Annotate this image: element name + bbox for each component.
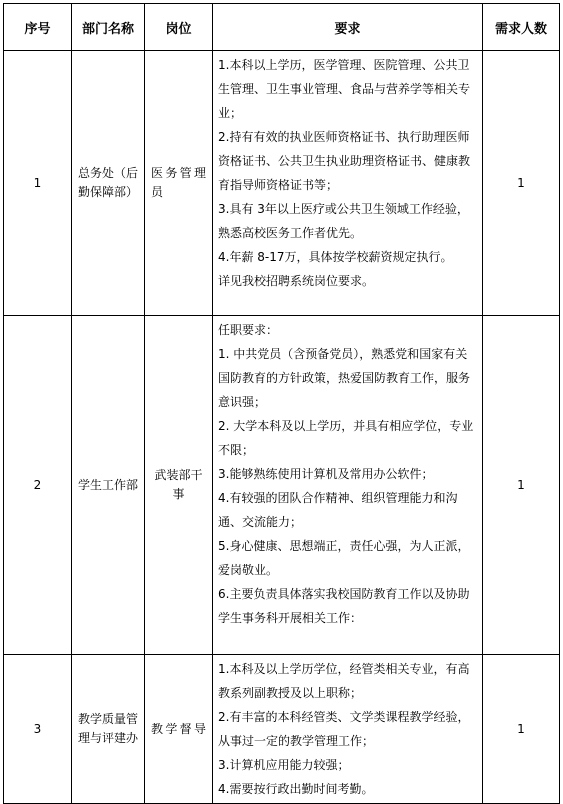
requirement-line: 4.需要按行政出勤时间考勤。	[218, 782, 374, 796]
requirement-line: 3.能够熟练使用计算机及常用办公软件；	[218, 467, 434, 481]
requirement-line: 1. 中共党员（含预备党员），熟悉党和国家有关国防教育的方针政策，热爱国防教育工作，服务意识强；	[218, 347, 471, 409]
requirement-line: 1.本科以上学历，医学管理、医院管理、公共卫生管理、卫生事业管理、食品与营养学等相关专业；	[218, 58, 471, 120]
serial-number-cell: 2	[4, 316, 72, 655]
header-position: 岗位	[145, 4, 213, 51]
requirement-line: 6.主要负责具体落实我校国防教育工作以及协助学生事务科开展相关工作：	[218, 587, 470, 625]
table-row	[4, 51, 560, 316]
requirements-cell	[213, 51, 483, 316]
position-cell: 医务管理员	[145, 51, 213, 316]
requirement-line: 3.具有 3年以上医疗或公共卫生领域工作经验，熟悉高校医务工作者优先。	[218, 202, 469, 240]
requirement-line: 3.计算机应用能力较强；	[218, 758, 350, 772]
department-cell: 教学质量管理与评建办	[72, 655, 145, 804]
department-cell: 学生工作部	[72, 316, 145, 655]
requirement-line: 1.本科及以上学历学位，经管类相关专业，有高教系列副教授及以上职称；	[218, 662, 470, 700]
requirement-line: 4.年薪 8-17万，具体按学校薪资规定执行。	[218, 250, 453, 264]
header-headcount: 需求人数	[483, 4, 560, 51]
requirements-cell	[213, 316, 483, 655]
header-serial-number: 序号	[4, 4, 72, 51]
header-department: 部门名称	[72, 4, 145, 51]
position-cell: 武装部干事	[145, 316, 213, 655]
recruitment-table	[3, 3, 560, 804]
position-cell: 教学督导	[145, 655, 213, 804]
table-row	[4, 655, 560, 804]
table-header-row	[4, 4, 560, 51]
requirement-line: 2.有丰富的本科经管类、文学类课程教学经验，从事过一定的教学管理工作；	[218, 710, 470, 748]
serial-number-cell: 3	[4, 655, 72, 804]
header-requirements: 要求	[213, 4, 483, 51]
requirement-line: 详见我校招聘系统岗位要求。	[218, 274, 375, 288]
requirement-line: 5.身心健康、思想端正，责任心强，为人正派，爱岗敬业。	[218, 539, 470, 577]
requirement-line: 2.持有有效的执业医师资格证书、执行助理医师资格证书、公共卫生执业助理资格证书、健康教育指导师资格证书等；	[218, 130, 471, 192]
serial-number-cell: 1	[4, 51, 72, 316]
requirement-line: 2. 大学本科及以上学历，并具有相应学位，专业不限；	[218, 419, 474, 457]
headcount-cell: 1	[483, 316, 560, 655]
requirement-line: 4.有较强的团队合作精神、组织管理能力和沟通、交流能力；	[218, 491, 458, 529]
requirements-cell	[213, 655, 483, 804]
headcount-cell: 1	[483, 655, 560, 804]
table-row	[4, 316, 560, 655]
department-cell: 总务处（后勤保障部）	[72, 51, 145, 316]
requirement-line: 任职要求：	[218, 323, 279, 337]
headcount-cell: 1	[483, 51, 560, 316]
